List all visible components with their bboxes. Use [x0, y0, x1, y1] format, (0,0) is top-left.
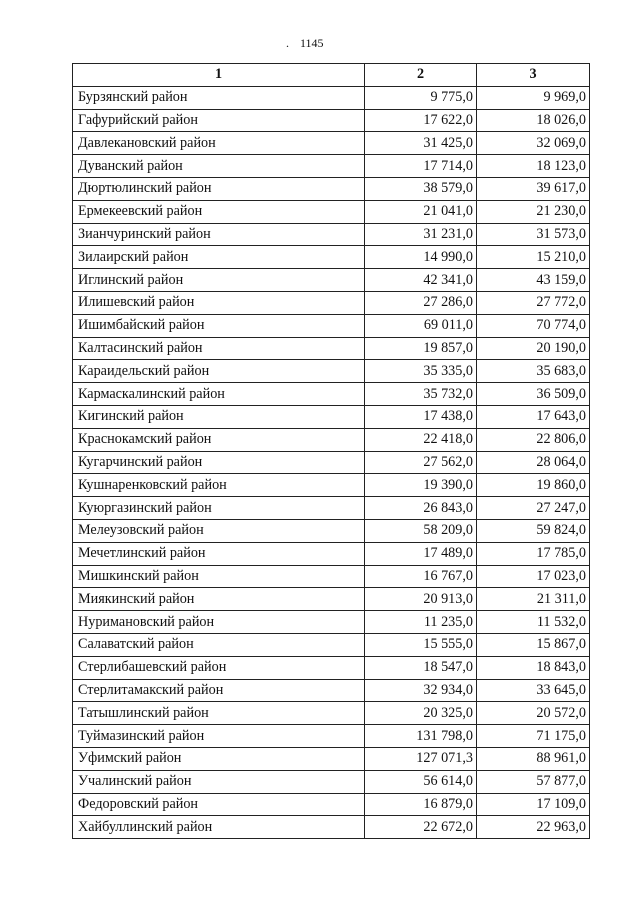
- table-row: [73, 816, 590, 839]
- district-name-cell: Иглинский район: [73, 269, 365, 292]
- value-col2-cell: 18 547,0: [365, 656, 477, 679]
- table-row: [73, 611, 590, 634]
- value-col2-cell: 127 071,3: [365, 747, 477, 770]
- value-col2-cell: 11 235,0: [365, 611, 477, 634]
- value-col3-cell: 88 961,0: [477, 747, 590, 770]
- table-row: [73, 383, 590, 406]
- value-col3-cell: 18 123,0: [477, 155, 590, 178]
- table-row: [73, 246, 590, 269]
- value-col2-cell: 20 913,0: [365, 588, 477, 611]
- table-row: [73, 565, 590, 588]
- value-col3-cell: 71 175,0: [477, 725, 590, 748]
- table-row: [73, 519, 590, 542]
- district-name-cell: Миякинский район: [73, 588, 365, 611]
- value-col3-cell: 57 877,0: [477, 770, 590, 793]
- table-row: [73, 770, 590, 793]
- table-row: [73, 269, 590, 292]
- table-row: [73, 451, 590, 474]
- value-col3-cell: 31 573,0: [477, 223, 590, 246]
- district-name-cell: Калтасинский район: [73, 337, 365, 360]
- value-col3-cell: 27 772,0: [477, 291, 590, 314]
- value-col3-cell: 35 683,0: [477, 360, 590, 383]
- table-row: [73, 360, 590, 383]
- value-col3-cell: 18 843,0: [477, 656, 590, 679]
- value-col3-cell: 17 785,0: [477, 542, 590, 565]
- table-row: [73, 337, 590, 360]
- district-name-cell: Мелеузовский район: [73, 519, 365, 542]
- table-row: [73, 223, 590, 246]
- table-row: [73, 633, 590, 656]
- value-col3-cell: 9 969,0: [477, 86, 590, 109]
- table-row: [73, 132, 590, 155]
- district-name-cell: Нуримановский район: [73, 611, 365, 634]
- district-name-cell: Дюртюлинский район: [73, 177, 365, 200]
- value-col2-cell: 9 775,0: [365, 86, 477, 109]
- value-col3-cell: 21 311,0: [477, 588, 590, 611]
- district-name-cell: Уфимский район: [73, 747, 365, 770]
- value-col2-cell: 21 041,0: [365, 200, 477, 223]
- value-col3-cell: 70 774,0: [477, 314, 590, 337]
- table-row: [73, 497, 590, 520]
- district-table: [72, 63, 590, 839]
- district-name-cell: Ишимбайский район: [73, 314, 365, 337]
- value-col2-cell: 32 934,0: [365, 679, 477, 702]
- value-col3-cell: 15 867,0: [477, 633, 590, 656]
- district-name-cell: Зианчуринский район: [73, 223, 365, 246]
- district-name-cell: Федоровский район: [73, 793, 365, 816]
- table-row: [73, 588, 590, 611]
- table-row: [73, 291, 590, 314]
- value-col3-cell: 17 023,0: [477, 565, 590, 588]
- table-body: [73, 86, 590, 838]
- district-name-cell: Зилаирский район: [73, 246, 365, 269]
- table-row: [73, 314, 590, 337]
- value-col2-cell: 31 425,0: [365, 132, 477, 155]
- value-col3-cell: 33 645,0: [477, 679, 590, 702]
- district-name-cell: Учалинский район: [73, 770, 365, 793]
- value-col2-cell: 131 798,0: [365, 725, 477, 748]
- value-col2-cell: 15 555,0: [365, 633, 477, 656]
- value-col3-cell: 59 824,0: [477, 519, 590, 542]
- value-col2-cell: 17 714,0: [365, 155, 477, 178]
- value-col2-cell: 16 767,0: [365, 565, 477, 588]
- district-name-cell: Хайбуллинский район: [73, 816, 365, 839]
- district-name-cell: Кушнаренковский район: [73, 474, 365, 497]
- value-col3-cell: 22 806,0: [477, 428, 590, 451]
- value-col3-cell: 18 026,0: [477, 109, 590, 132]
- table-row: [73, 747, 590, 770]
- value-col2-cell: 58 209,0: [365, 519, 477, 542]
- table-row: [73, 155, 590, 178]
- table-row: [73, 656, 590, 679]
- table-row: [73, 542, 590, 565]
- district-name-cell: Илишевский район: [73, 291, 365, 314]
- value-col3-cell: 17 109,0: [477, 793, 590, 816]
- value-col2-cell: 16 879,0: [365, 793, 477, 816]
- value-col3-cell: 11 532,0: [477, 611, 590, 634]
- district-name-cell: Мишкинский район: [73, 565, 365, 588]
- value-col2-cell: 56 614,0: [365, 770, 477, 793]
- table-row: [73, 679, 590, 702]
- district-name-cell: Ермекеевский район: [73, 200, 365, 223]
- column-header-1: 1: [73, 64, 365, 87]
- value-col3-cell: 21 230,0: [477, 200, 590, 223]
- value-col3-cell: 17 643,0: [477, 405, 590, 428]
- value-col2-cell: 26 843,0: [365, 497, 477, 520]
- value-col3-cell: 19 860,0: [477, 474, 590, 497]
- value-col2-cell: 38 579,0: [365, 177, 477, 200]
- value-col2-cell: 19 857,0: [365, 337, 477, 360]
- page-mark: .: [286, 36, 289, 50]
- table-row: [73, 725, 590, 748]
- value-col2-cell: 14 990,0: [365, 246, 477, 269]
- table-row: [73, 474, 590, 497]
- value-col3-cell: 28 064,0: [477, 451, 590, 474]
- district-name-cell: Стерлитамакский район: [73, 679, 365, 702]
- value-col2-cell: 17 622,0: [365, 109, 477, 132]
- column-header-2: 2: [365, 64, 477, 87]
- district-name-cell: Туймазинский район: [73, 725, 365, 748]
- district-name-cell: Бурзянский район: [73, 86, 365, 109]
- column-header-3: 3: [477, 64, 590, 87]
- value-col3-cell: 15 210,0: [477, 246, 590, 269]
- table-row: [73, 109, 590, 132]
- value-col2-cell: 27 286,0: [365, 291, 477, 314]
- table-row: [73, 405, 590, 428]
- value-col2-cell: 31 231,0: [365, 223, 477, 246]
- value-col2-cell: 35 335,0: [365, 360, 477, 383]
- page-number: 1145: [300, 36, 324, 50]
- value-col2-cell: 42 341,0: [365, 269, 477, 292]
- table-row: [73, 86, 590, 109]
- district-name-cell: Куюргазинский район: [73, 497, 365, 520]
- district-name-cell: Мечетлинский район: [73, 542, 365, 565]
- table-row: [73, 177, 590, 200]
- value-col2-cell: 17 489,0: [365, 542, 477, 565]
- value-col2-cell: 19 390,0: [365, 474, 477, 497]
- district-name-cell: Татышлинский район: [73, 702, 365, 725]
- district-name-cell: Кугарчинский район: [73, 451, 365, 474]
- district-name-cell: Дуванский район: [73, 155, 365, 178]
- value-col3-cell: 22 963,0: [477, 816, 590, 839]
- table-row: [73, 702, 590, 725]
- value-col2-cell: 69 011,0: [365, 314, 477, 337]
- table-header-row: [73, 64, 590, 87]
- value-col2-cell: 20 325,0: [365, 702, 477, 725]
- value-col3-cell: 20 572,0: [477, 702, 590, 725]
- value-col2-cell: 22 418,0: [365, 428, 477, 451]
- value-col3-cell: 27 247,0: [477, 497, 590, 520]
- value-col3-cell: 20 190,0: [477, 337, 590, 360]
- value-col3-cell: 36 509,0: [477, 383, 590, 406]
- district-name-cell: Гафурийский район: [73, 109, 365, 132]
- table-row: [73, 200, 590, 223]
- value-col2-cell: 35 732,0: [365, 383, 477, 406]
- district-name-cell: Кигинский район: [73, 405, 365, 428]
- district-name-cell: Салаватский район: [73, 633, 365, 656]
- table-row: [73, 793, 590, 816]
- value-col3-cell: 43 159,0: [477, 269, 590, 292]
- district-name-cell: Краснокамский район: [73, 428, 365, 451]
- value-col2-cell: 17 438,0: [365, 405, 477, 428]
- value-col2-cell: 27 562,0: [365, 451, 477, 474]
- district-name-cell: Стерлибашевский район: [73, 656, 365, 679]
- value-col3-cell: 39 617,0: [477, 177, 590, 200]
- district-name-cell: Кармаскалинский район: [73, 383, 365, 406]
- table-row: [73, 428, 590, 451]
- value-col2-cell: 22 672,0: [365, 816, 477, 839]
- district-name-cell: Давлекановский район: [73, 132, 365, 155]
- district-name-cell: Караидельский район: [73, 360, 365, 383]
- value-col3-cell: 32 069,0: [477, 132, 590, 155]
